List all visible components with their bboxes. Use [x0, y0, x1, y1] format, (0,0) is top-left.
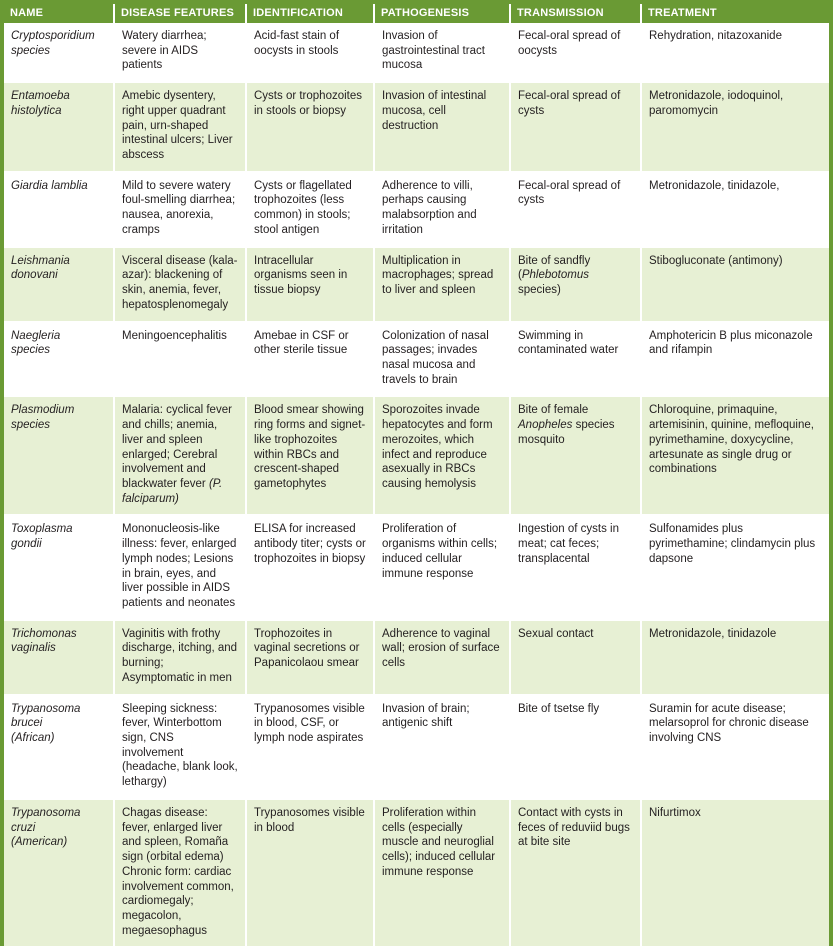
row-pathogenesis: Proliferation of organisms within cells; induced cellular immune response: [374, 515, 510, 619]
column-header-pathogenesis: PATHOGENESIS: [374, 4, 510, 23]
row-disease-features: Mononucleosis-like illness: fever, enlarged lymph nodes; Lesions in brain, eyes, and liver possible in AIDS patients and neonates: [114, 515, 246, 619]
row-transmission: Swimming in contaminated water: [510, 322, 641, 397]
row-name: Giardia lamblia: [4, 172, 114, 247]
row-transmission: Contact with cysts in feces of reduviid bugs at bite site: [510, 799, 641, 946]
table-row: [4, 396, 829, 515]
row-transmission: Fecal-oral spread of oocysts: [510, 23, 641, 82]
row-name-species: vaginalis: [11, 642, 56, 655]
row-name-species: gondii: [11, 538, 42, 551]
row-name-qualifier: species: [11, 344, 50, 357]
row-treatment: Metronidazole, tinidazole,: [641, 172, 829, 247]
table-row: [4, 515, 829, 619]
row-treatment: Sulfonamides plus pyrimethamine; clindamycin plus dapsone: [641, 515, 829, 619]
row-identification: Trypanosomes visible in blood: [246, 799, 374, 946]
column-header-name: NAME: [4, 4, 114, 23]
row-identification: Trophozoites in vaginal secretions or Papanicolaou smear: [246, 620, 374, 695]
row-treatment: Metronidazole, iodoquinol, paromomycin: [641, 82, 829, 172]
row-name-genus: Plasmodium: [11, 404, 75, 417]
row-name: [4, 515, 114, 619]
row-identification: Blood smear showing ring forms and signet-like trophozoites within RBCs and crescent-shaped gametophytes: [246, 396, 374, 515]
row-transmission: Fecal-oral spread of cysts: [510, 82, 641, 172]
row-pathogenesis: Invasion of brain; antigenic shift: [374, 695, 510, 799]
row-name: [4, 247, 114, 322]
row-name-qualifier: (American): [11, 836, 68, 849]
row-identification: Trypanosomes visible in blood, CSF, or lymph node aspirates: [246, 695, 374, 799]
disease-features-species: (P. falciparum): [122, 477, 223, 505]
row-disease-features: Chagas disease: fever, enlarged liver and spleen, Romaña sign (orbital edema) Chronic form: cardiac involvement common, cardiomegaly; megacolon, megaesophagus: [114, 799, 246, 946]
row-disease-features: Sleeping sickness: fever, Winterbottom sign, CNS involvement (headache, blank look, lethargy): [114, 695, 246, 799]
row-name-genus: Trypanosoma brucei: [11, 702, 81, 730]
column-header-transmission: TRANSMISSION: [510, 4, 641, 23]
table-row: [4, 247, 829, 322]
row-name-qualifier: (African): [11, 732, 55, 745]
header-row: [4, 4, 829, 23]
row-identification: Cysts or trophozoites in stools or biopsy: [246, 82, 374, 172]
row-treatment: Suramin for acute disease; melarsoprol for chronic disease involving CNS: [641, 695, 829, 799]
transmission-text: Bite of female: [518, 404, 589, 417]
row-transmission: Bite of sandfly (Phlebotomus species): [510, 247, 641, 322]
row-pathogenesis: Proliferation within cells (especially muscle and neuroglial cells); induced cellular immune response: [374, 799, 510, 946]
row-name: [4, 82, 114, 172]
row-transmission: Ingestion of cysts in meat; cat feces; transplacental: [510, 515, 641, 619]
row-pathogenesis: Colonization of nasal passages; invades nasal mucosa and travels to brain: [374, 322, 510, 397]
transmission-genus: Phlebotomus: [521, 269, 589, 282]
row-pathogenesis: Adherence to villi, perhaps causing malabsorption and irritation: [374, 172, 510, 247]
row-name-genus: Cryptosporidium: [11, 30, 95, 42]
row-pathogenesis: Multiplication in macrophages; spread to liver and spleen: [374, 247, 510, 322]
row-name: [4, 695, 114, 799]
row-disease-features: Visceral disease (kala-azar): blackening of skin, anemia, fever, hepatosplenomegaly: [114, 247, 246, 322]
row-name: [4, 396, 114, 515]
transmission-text-end: species): [518, 284, 561, 297]
table-body: [4, 23, 829, 946]
row-identification: Amebae in CSF or other sterile tissue: [246, 322, 374, 397]
table-header: [4, 4, 829, 23]
table-row: [4, 799, 829, 946]
row-identification: Cysts or flagellated trophozoites (less common) in stools; stool antigen: [246, 172, 374, 247]
table-row: [4, 322, 829, 397]
row-pathogenesis: Invasion of gastrointestinal tract mucosa: [374, 23, 510, 82]
row-transmission: [510, 396, 641, 515]
row-transmission: Fecal-oral spread of cysts: [510, 172, 641, 247]
row-treatment: Amphotericin B plus miconazole and rifampin: [641, 322, 829, 397]
transmission-text-end: species mosquito: [518, 419, 615, 446]
row-name-genus: Trichomonas: [11, 627, 77, 640]
transmission-genus: Anopheles: [518, 419, 573, 432]
row-name: [4, 799, 114, 946]
row-identification: ELISA for increased antibody titer; cysts or trophozoites in biopsy: [246, 515, 374, 619]
table-row: [4, 172, 829, 247]
row-name-genus: Leishmania: [11, 254, 70, 267]
row-name-qualifier: species: [11, 419, 50, 432]
row-name-genus: Naegleria: [11, 329, 61, 342]
transmission-text: Bite of sandfly: [518, 254, 591, 267]
row-name-species: donovani: [11, 269, 58, 282]
row-treatment: Nifurtimox: [641, 799, 829, 946]
row-pathogenesis: Adherence to vaginal wall; erosion of surface cells: [374, 620, 510, 695]
row-treatment: Rehydration, nitazoxanide: [641, 23, 829, 82]
row-disease-features: Amebic dysentery, right upper quadrant pain, urn-shaped intestinal ulcers; Liver abscess: [114, 82, 246, 172]
row-name-genus: Entamoeba: [11, 90, 70, 103]
row-name: [4, 23, 114, 82]
row-pathogenesis: Invasion of intestinal mucosa, cell destruction: [374, 82, 510, 172]
protozoa-comparison-table: [4, 4, 829, 946]
row-disease-features: [114, 396, 246, 515]
row-pathogenesis: Sporozoites invade hepatocytes and form merozoites, which infect and reproduce asexually in RBCs causing hemolysis: [374, 396, 510, 515]
row-name-qualifier: species: [11, 44, 50, 57]
column-header-disease-features: DISEASE FEATURES: [114, 4, 246, 23]
row-name-genus: Trypanosoma cruzi: [11, 806, 81, 834]
row-treatment: Metronidazole, tinidazole: [641, 620, 829, 695]
column-header-identification: IDENTIFICATION: [246, 4, 374, 23]
row-name: [4, 322, 114, 397]
row-disease-features: Watery diarrhea; severe in AIDS patients: [114, 23, 246, 82]
row-name-genus: Toxoplasma: [11, 523, 73, 536]
row-treatment: Chloroquine, primaquine, artemisinin, quinine, mefloquine, pyrimethamine, doxycycline, artesunate as single drug or combinations: [641, 396, 829, 515]
row-treatment: Stibogluconate (antimony): [641, 247, 829, 322]
row-disease-features: Meningoencephalitis: [114, 322, 246, 397]
row-disease-features: Vaginitis with frothy discharge, itching, and burning; Asymptomatic in men: [114, 620, 246, 695]
row-identification: Acid-fast stain of oocysts in stools: [246, 23, 374, 82]
row-transmission: Bite of tsetse fly: [510, 695, 641, 799]
table-row: [4, 23, 829, 82]
row-name: [4, 620, 114, 695]
row-disease-features: Mild to severe watery foul-smelling diarrhea; nausea, anorexia, cramps: [114, 172, 246, 247]
table-row: [4, 620, 829, 695]
column-header-treatment: TREATMENT: [641, 4, 829, 23]
row-name-species: histolytica: [11, 104, 62, 117]
row-transmission: Sexual contact: [510, 620, 641, 695]
table-row: [4, 82, 829, 172]
row-identification: Intracellular organisms seen in tissue biopsy: [246, 247, 374, 322]
disease-features-text: Malaria: cyclical fever and chills; anemia, liver and spleen enlarged; Cerebral involvement and blackwater fever: [122, 404, 232, 490]
table-row: [4, 695, 829, 799]
